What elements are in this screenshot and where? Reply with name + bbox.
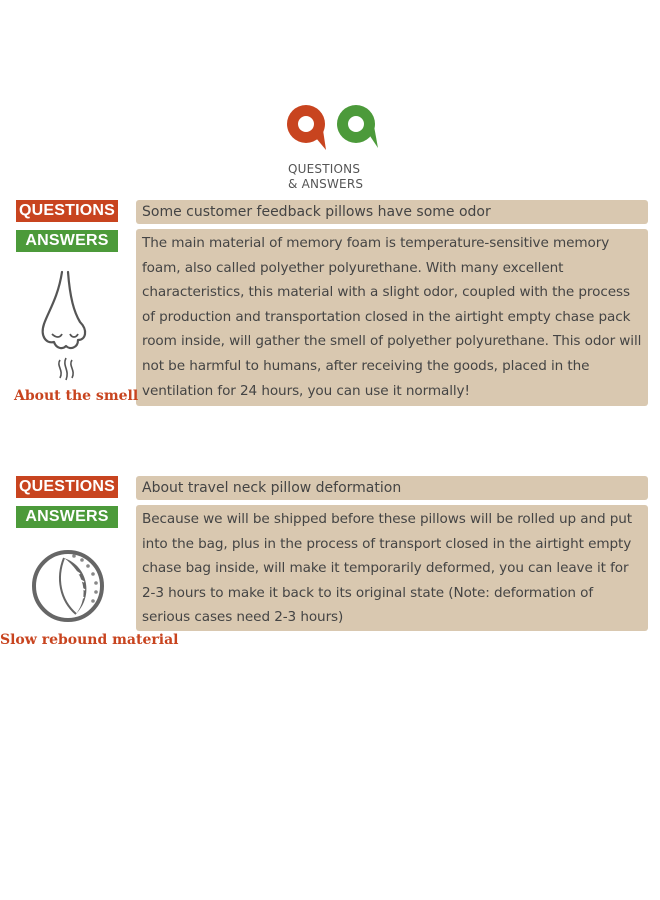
question-text: About travel neck pillow deformation [136,476,648,500]
nose-icon [34,268,94,388]
rebound-icon [30,548,106,624]
answers-tag: ANSWERS [16,506,118,528]
questions-tag: QUESTIONS [16,476,118,498]
question-text: Some customer feedback pillows have some odor [136,200,648,224]
caption-slow-rebound: Slow rebound material [0,632,179,648]
answer-text: Because we will be shipped before these pillows will be rolled up and put into the bag, plus in the process of transport closed in the airtight empty chase bag inside, will make it temporarily deformed, you can leave it for 2-3 hours to make it back to its original state (Note: deformation of serious cases need 2-3 hours) [136,505,648,631]
caption-about-smell: About the smell [14,388,139,404]
answer-text: The main material of memory foam is temperature-sensitive memory foam, also called polyether polyurethane. With many excellent characteristics, this material with a slight odor, coupled with the process of production and transportation closed in the airtight empty chase pack room inside, will gather the smell of polyether polyurethane. This odor will not be harmful to humans, after receiving the goods, placed in the ventilation for 24 hours, you can use it normally! [136,229,648,406]
logo-text: QUESTIONS & ANSWERS [288,162,364,191]
questions-tag: QUESTIONS [16,200,118,222]
answers-tag: ANSWERS [16,230,118,252]
